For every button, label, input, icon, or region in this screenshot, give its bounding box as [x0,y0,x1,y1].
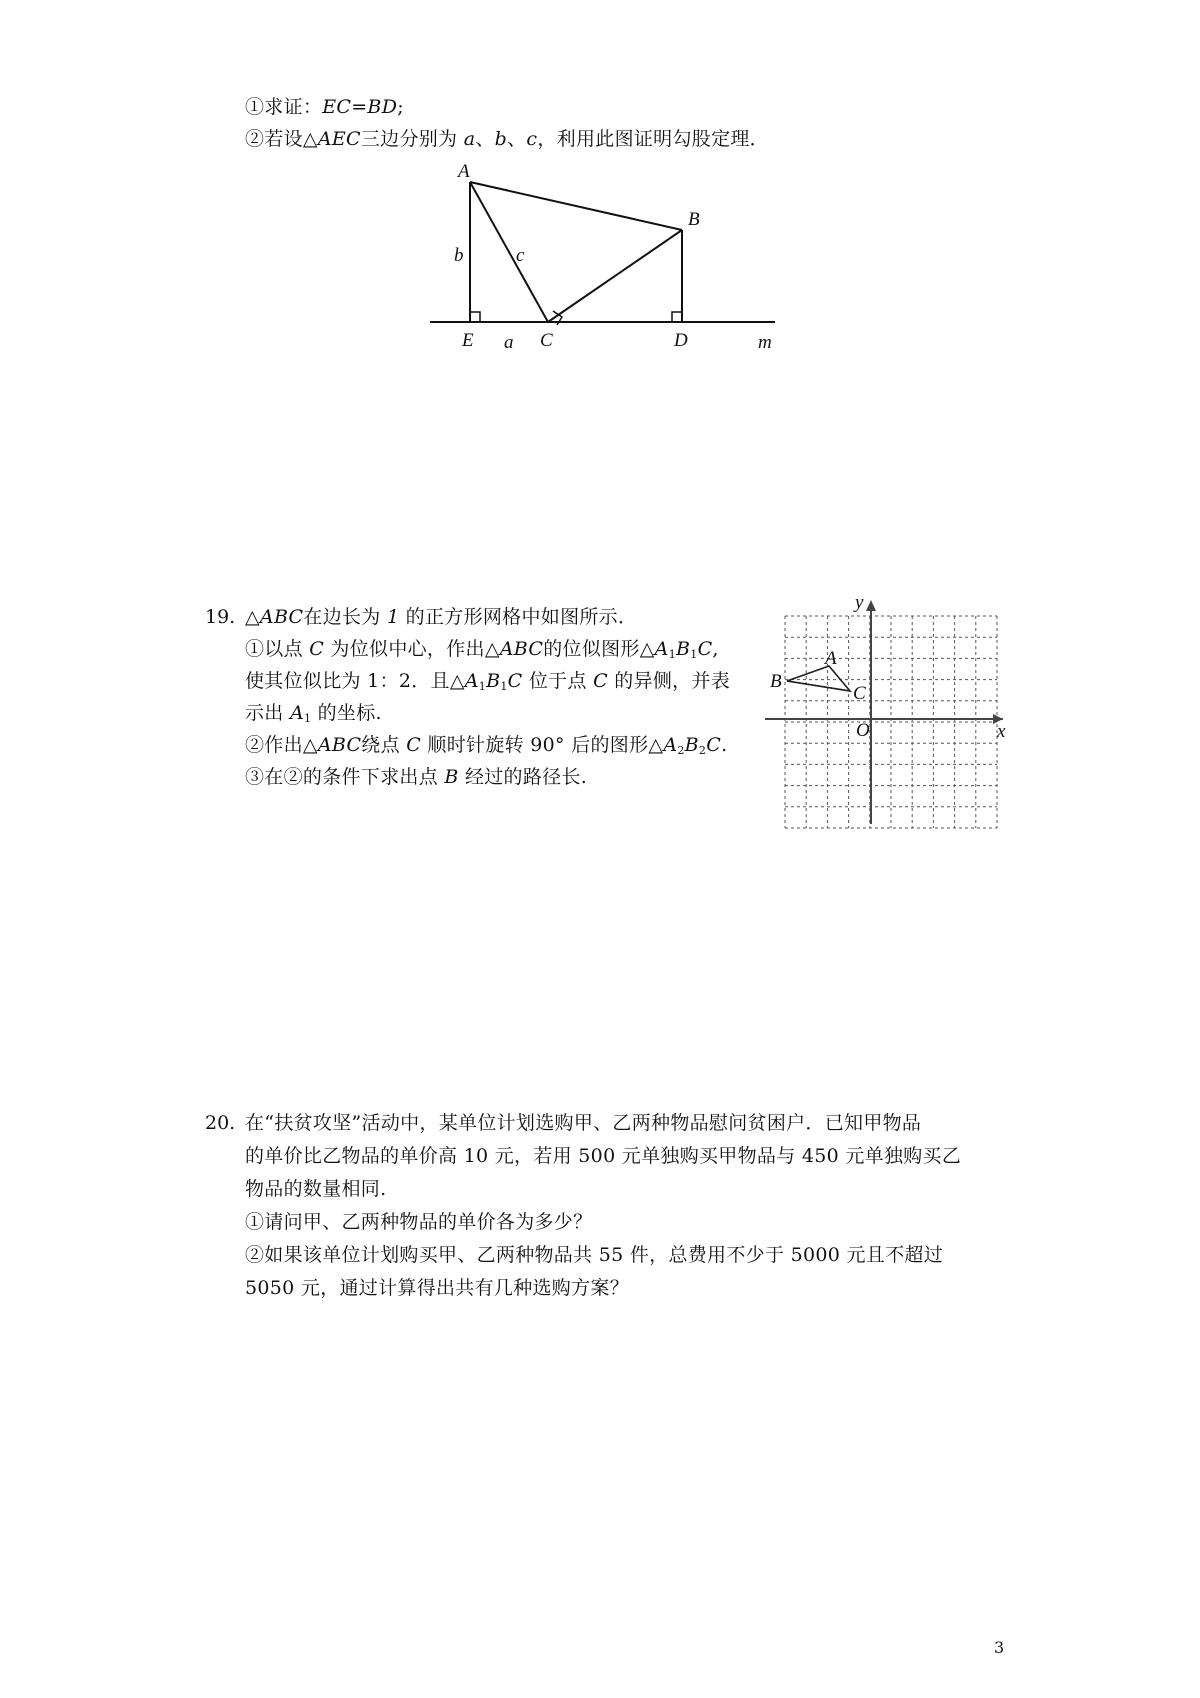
label-D: D [674,330,688,351]
q20-line6: 5050 元，通过计算得出共有几种选购方案？ [245,1277,629,1299]
label-A: A [458,161,470,182]
right-angle-d [672,312,682,322]
label-b: b [454,245,464,266]
label-C: C [540,330,553,351]
q19-line1: △ABC在边长为 1 的正方形网格中如图所示． [245,606,638,628]
right-angle-e [470,312,480,322]
q19-line5: ②作出△ABC绕点 C 顺时针旋转 90° 后的图形$\triangle A_2B_2C$. [245,734,728,757]
segment-cb [548,230,682,322]
q19-line2: ①以点 C 为位似中心，作出△ABC的位似图形$\triangle A_1B_1C$, [245,638,719,661]
q20-line5: ②如果该单位计划购买甲、乙两种物品共 55 件，总费用不少于 5000 元且不超过 [245,1244,943,1266]
label-A: A [825,648,837,669]
segment-ab [470,182,682,230]
q19-line4: 示出 $A_1$ 的坐标. [245,702,382,725]
label-c: c [516,245,525,266]
label-E: E [462,330,474,351]
q19-line6: ③在②的条件下求出点 B 经过的路径长. [245,766,588,788]
label-m: m [758,332,772,353]
y-axis-arrow [866,600,876,611]
triangle-abc [787,666,850,691]
label-a: a [504,332,514,353]
q19-grid-figure [765,592,1015,832]
q20-line4: ①请问甲、乙两种物品的单价各为多少？ [245,1211,593,1233]
page-number: 3 [994,1638,1005,1657]
label-B: B [688,209,700,230]
segment-ac [470,182,548,322]
q18-part2: ②若设△AEC三边分别为 a、b、c，利用此图证明勾股定理． [245,128,769,150]
label-x: x [997,721,1006,742]
q20-line2: 的单价比乙物品的单价高 10 元，若用 500 元单独购买甲物品与 450 元单独购买乙 [245,1145,962,1167]
label-C: C [853,683,866,704]
grid-lines [785,616,997,828]
segment-bc-extension [787,681,850,691]
q18-figure [420,155,790,355]
label-B: B [770,671,782,692]
q19-line3: 使其位似比为 1：2．且$\triangle A_1B_1C$ 位于点 C 的异侧，并表 [245,670,731,693]
label-y: y [855,592,864,613]
label-O: O [856,720,870,741]
q20-number: 20. [205,1112,236,1134]
q18-part1: ①求证：EC=BD; [245,96,404,118]
q19-number: 19. [205,606,236,628]
q20-line3: 物品的数量相同. [245,1178,387,1200]
q20-line1: 在“扶贫攻坚”活动中，某单位计划选购甲、乙两种物品慰问贫困户．已知甲物品 [245,1112,922,1134]
